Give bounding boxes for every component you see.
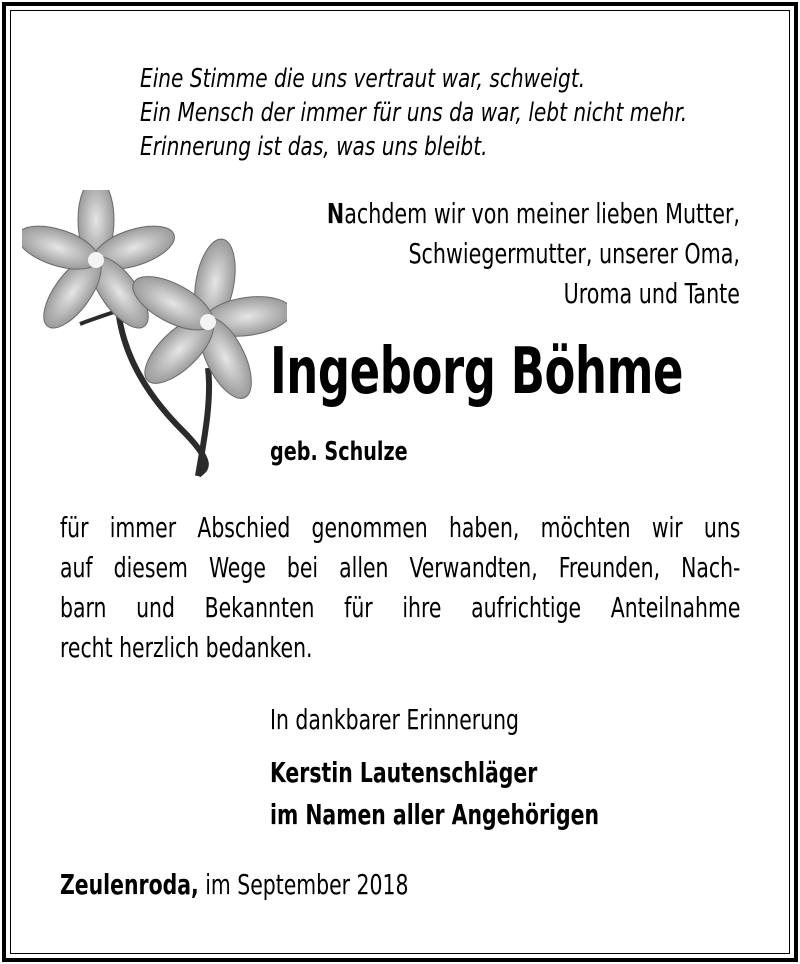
intro-line: Nachdem wir von meiner lieben Mutter,	[326, 197, 740, 230]
body-line: auf diesem Wege bei allen Verwandten, Freunden, Nach-	[60, 551, 741, 584]
closing-phrase: In dankbarer Erinnerung	[270, 703, 519, 736]
memorial-quote	[140, 62, 688, 164]
thank-you-text	[60, 508, 740, 668]
birth-name: geb. Schulze	[270, 437, 408, 467]
signers	[270, 752, 599, 836]
intro-line: Uroma und Tante	[563, 277, 740, 310]
body-line: recht herzlich bedanken.	[60, 631, 313, 664]
quote-line: Ein Mensch der immer für uns da war, lebt nicht mehr.	[140, 98, 688, 128]
signer-line: im Namen aller Angehörigen	[270, 798, 600, 831]
place-date	[60, 865, 408, 905]
intro-line: Schwiegermutter, unserer Oma,	[408, 237, 740, 270]
place-date-text: im September 2018	[198, 868, 409, 901]
body-line: für immer Abschied genommen haben, möchten wir uns	[60, 511, 741, 544]
place-town: Zeulenroda,	[60, 868, 199, 901]
quote-line: Eine Stimme die uns vertraut war, schweigt.	[140, 64, 586, 94]
body-line: barn und Bekannten für ihre aufrichtige Anteilnahme	[60, 591, 741, 624]
intro-text	[314, 194, 740, 314]
flower-icon	[22, 190, 287, 480]
quote-line: Erinnerung ist das, was uns bleibt.	[140, 132, 488, 162]
signer-line: Kerstin Lautenschläger	[270, 756, 538, 789]
dropcap-letter: N	[326, 197, 345, 230]
deceased-name: Ingeborg Böhme	[270, 335, 684, 409]
